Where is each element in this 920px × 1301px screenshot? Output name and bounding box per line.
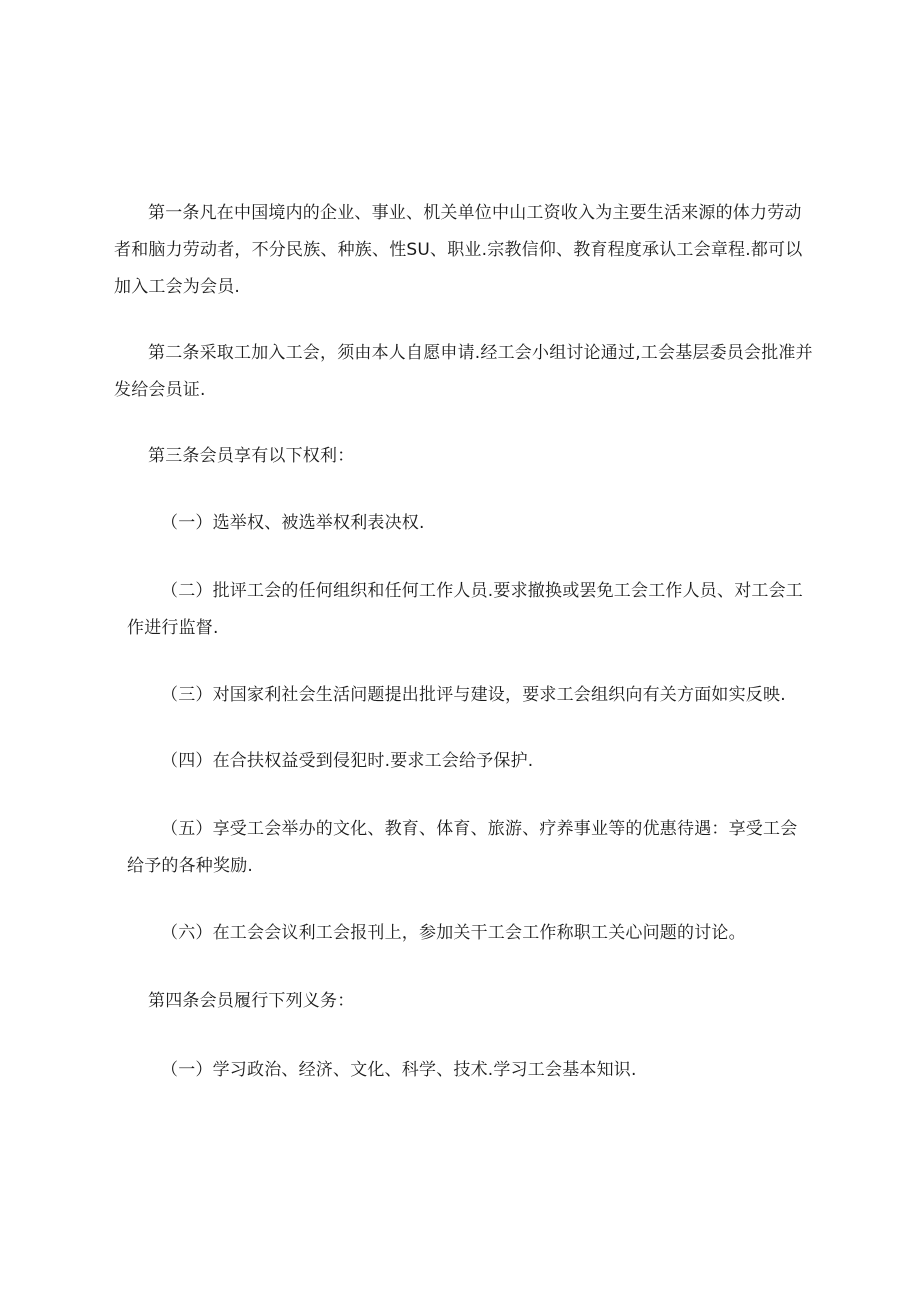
right-item-1: （一）选举权、被选举权利表决权. xyxy=(161,513,425,533)
duty-item-1: （一）学习政治、经济、文化、科学、技术.学习工会基本知识. xyxy=(161,1060,637,1080)
article-2-paragraph: 第二条采取工加入工会，须由本人自愿申请.经工会小组讨论通过,工会基层委员会批准并发给会员证. xyxy=(114,343,813,400)
right-item-6: （六）在工会会议利工会报刊上，参加关干工会工作称职工关心问题的讨论。 xyxy=(161,923,746,943)
right-item-5: （五）享受工会举办的文化、教育、体育、旅游、疗养事业等的优惠待遇：享受工会给予的各种奖励. xyxy=(127,819,798,876)
article-3-heading: 第三条会员享有以下权利： xyxy=(148,446,355,466)
article-1-paragraph: 第一条凡在中国境内的企业、事业、机关单位中山工资收入为主要生活来源的体力劳动者和脑力劳动者，不分民族、种族、性SU、职业.宗教信仰、教育程度承认工会章程.都可以加入工会为会员. xyxy=(114,203,803,297)
right-item-3: （三）对国家利社会生活问题提出批评与建设，要求工会组织向有关方面如实反映. xyxy=(161,685,786,705)
right-item-4: （四）在合扶权益受到侵犯时.要求工会给予保护. xyxy=(161,751,534,771)
right-item-2: （二）批评工会的任何组织和任何工作人员.要求撤换或罢免工会工作人员、对工会工作进行监督. xyxy=(127,581,804,638)
article-4-heading: 第四条会员履行下列义务： xyxy=(148,991,355,1011)
